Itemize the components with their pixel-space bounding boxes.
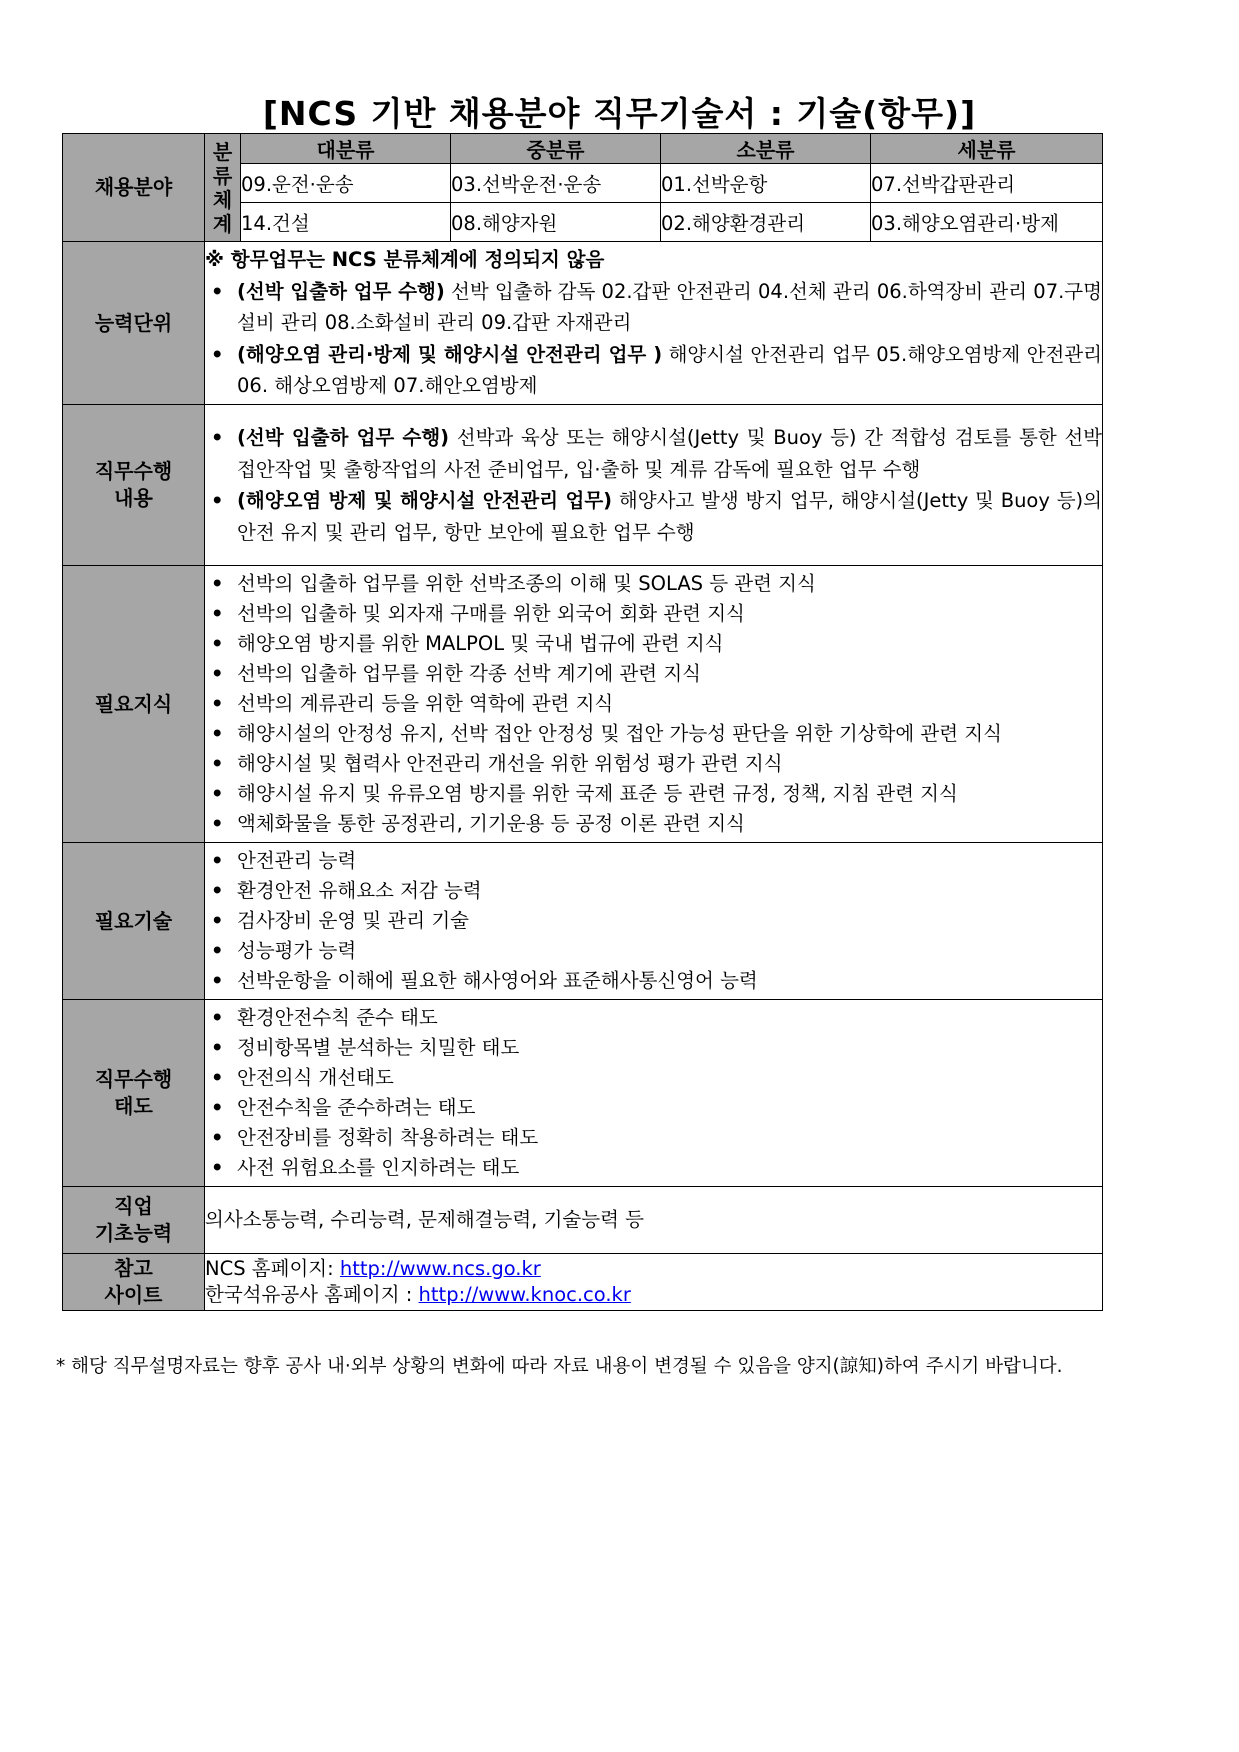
list-item: • 해양오염 방지를 위한 MALPOL 및 국내 법규에 관련 지식: [205, 629, 1102, 659]
list-item: • 환경안전 유해요소 저감 능력: [205, 876, 1102, 906]
skills-label: 필요기술: [63, 843, 205, 1000]
list-item: • (선박 입출하 업무 수행) 선박과 육상 또는 해양시설(Jetty 및 Buoy 등) 간 적합성 검토를 통한 선박 접안작업 및 출항작업의 사전 준비업무, 입·출하 및 계류 감독에 필요한 업무 수행: [205, 422, 1102, 485]
field-header-row: [63, 134, 1103, 164]
list-item: • 해양시설 유지 및 유류오염 방지를 위한 국제 표준 등 관련 규정, 정책, 지침 관련 지식: [205, 779, 1102, 809]
basic-ability-label: 직업 기초능력: [63, 1187, 205, 1254]
list-item: • 성능평가 능력: [205, 936, 1102, 966]
field-label: 채용분야: [63, 134, 205, 242]
list-item: • 안전의식 개선태도: [205, 1063, 1102, 1093]
list-item: • (해양오염 방제 및 해양시설 안전관리 업무) 해양사고 발생 방지 업무, 해양시설(Jetty 및 Buoy 등)의 안전 유지 및 관리 업무, 항만 보안에 필요한 업무 수행: [205, 485, 1102, 548]
attitude-row: [63, 1000, 1103, 1187]
field-cell: 03.선박운전·운송: [451, 164, 661, 203]
attitude-content: [205, 1000, 1103, 1187]
classification-system-label: 분류체계: [205, 134, 241, 242]
duties-row: [63, 405, 1103, 566]
list-item: • 안전관리 능력: [205, 846, 1102, 876]
skills-content: [205, 843, 1103, 1000]
list-item: • 검사장비 운영 및 관리 기술: [205, 906, 1102, 936]
knowledge-content: [205, 566, 1103, 843]
basic-ability-content: 의사소통능력, 수리능력, 문제해결능력, 기술능력 등: [205, 1187, 1103, 1254]
attitude-label: 직무수행 태도: [63, 1000, 205, 1187]
field-cell: 02.해양환경관리: [661, 203, 871, 242]
list-item: • 안전수칙을 준수하려는 태도: [205, 1093, 1102, 1123]
field-cell: 07.선박갑판관리: [871, 164, 1103, 203]
ncs-site-line: NCS 홈페이지: http://www.ncs.go.kr: [205, 1257, 541, 1280]
list-item: • 선박의 입출하 및 외자재 구매를 위한 외국어 회화 관련 지식: [205, 599, 1102, 629]
skills-row: [63, 843, 1103, 1000]
list-item: • 액체화물을 통한 공정관리, 기기운용 등 공정 이론 관련 지식: [205, 809, 1102, 839]
footnote: * 해당 직무설명자료는 향후 공사 내·외부 상황의 변화에 따라 자료 내용이 변경될 수 있음을 양지(諒知)하여 주시기 바랍니다.: [56, 1356, 1063, 1377]
reference-label: 참고 사이트: [63, 1254, 205, 1311]
header-middle: 중분류: [451, 134, 661, 164]
field-cell: 01.선박운항: [661, 164, 871, 203]
list-item: • 환경안전수칙 준수 태도: [205, 1003, 1102, 1033]
duties-content: [205, 405, 1103, 566]
header-minor: 소분류: [661, 134, 871, 164]
list-item: • 해양시설 및 협력사 안전관리 개선을 위한 위험성 평가 관련 지식: [205, 749, 1102, 779]
knowledge-label: 필요지식: [63, 566, 205, 843]
duties-label: 직무수행 내용: [63, 405, 205, 566]
header-detail: 세분류: [871, 134, 1103, 164]
knoc-link[interactable]: http://www.knoc.co.kr: [418, 1283, 631, 1306]
ability-units-content: [205, 242, 1103, 405]
job-description-table: [62, 133, 1103, 1311]
ability-units-note: ※ 항무업무는 NCS 분류체계에 정의되지 않음: [205, 248, 605, 272]
list-item: • 안전장비를 정확히 착용하려는 태도: [205, 1123, 1102, 1153]
field-cell: 03.해양오염관리·방제: [871, 203, 1103, 242]
list-item: • 해양시설의 안정성 유지, 선박 접안 안정성 및 접안 가능성 판단을 위한 기상학에 관련 지식: [205, 719, 1102, 749]
ability-units-label: 능력단위: [63, 242, 205, 405]
field-cell: 08.해양자원: [451, 203, 661, 242]
list-item: • 사전 위험요소를 인지하려는 태도: [205, 1153, 1102, 1183]
list-item: • 선박운항을 이해에 필요한 해사영어와 표준해사통신영어 능력: [205, 966, 1102, 996]
knowledge-row: [63, 566, 1103, 843]
field-cell: 09.운전·운송: [241, 164, 451, 203]
list-item: • 선박의 입출하 업무를 위한 선박조종의 이해 및 SOLAS 등 관련 지식: [205, 569, 1102, 599]
list-item: • (선박 입출하 업무 수행) 선박 입출하 감독 02.갑판 안전관리 04.선체 관리 06.하역장비 관리 07.구명설비 관리 08.소화설비 관리 09.갑판 자재관리: [205, 276, 1102, 339]
knoc-site-line: 한국석유공사 홈페이지 : http://www.knoc.co.kr: [205, 1283, 631, 1306]
list-item: • (해양오염 관리·방제 및 해양시설 안전관리 업무 ) 해양시설 안전관리 업무 05.해양오염방제 안전관리 06. 해상오염방제 07.해안오염방제: [205, 339, 1102, 402]
list-item: • 선박의 계류관리 등을 위한 역학에 관련 지식: [205, 689, 1102, 719]
ncs-link[interactable]: http://www.ncs.go.kr: [339, 1257, 541, 1280]
reference-row: [63, 1254, 1103, 1311]
field-cell: 14.건설: [241, 203, 451, 242]
list-item: • 선박의 입출하 업무를 위한 각종 선박 계기에 관련 지식: [205, 659, 1102, 689]
reference-content: [205, 1254, 1103, 1311]
page-title: [NCS 기반 채용분야 직무기술서 : 기술(항무)]: [262, 94, 977, 133]
list-item: • 정비항목별 분석하는 치밀한 태도: [205, 1033, 1102, 1063]
basic-ability-row: [63, 1187, 1103, 1254]
header-major: 대분류: [241, 134, 451, 164]
ability-units-row: [63, 242, 1103, 405]
